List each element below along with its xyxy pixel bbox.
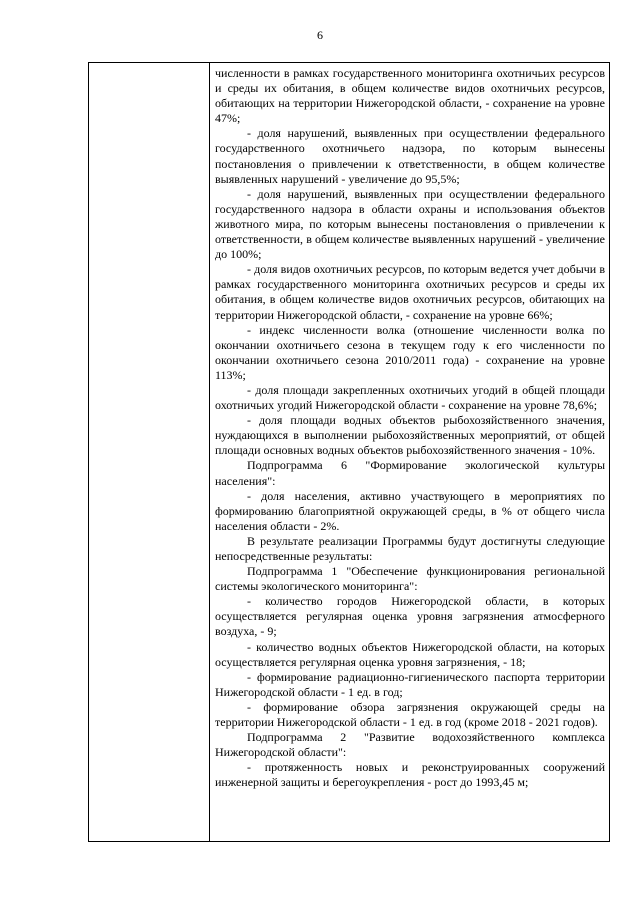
list-item: - формирование радиационно-гигиенического паспорта территории Нижегородской области - 1 ед. в год; — [215, 669, 605, 699]
list-item: - доля площади закрепленных охотничьих угодий в общей площади охотничьих угодий Нижегородской области - сохранение на уровне 78,6%; — [215, 382, 605, 413]
list-item: - количество городов Нижегородской области, в которых осуществляется регулярная оценка уровня загрязнения атмосферного воздуха, - 9; — [215, 594, 605, 639]
table-left-cell — [89, 63, 210, 841]
page-number: 6 — [317, 28, 323, 42]
table-right-cell — [210, 63, 609, 841]
list-item: - доля нарушений, выявленных при осуществлении федерального государственного надзора в области охраны и использования объектов животного мира, по которым вынесены постановления о привлечении к ответственности, в общем количестве выявленных нарушений - увеличение до 100%; — [215, 186, 605, 262]
list-item: - протяженность новых и реконструированных сооружений инженерной защиты и берегоукрепления - рост до 1993,45 м; — [215, 760, 605, 790]
list-item: - доля видов охотничьих ресурсов, по которым ведется учет добычи в рамках государственного мониторинга охотничьих ресурсов и среды их обитания, в общем количестве видов охотничьих ресурсов, обитающих на территории Нижегородской области, - сохранение на уровне 66%; — [215, 262, 605, 322]
list-item: - доля нарушений, выявленных при осуществлении федерального государственного охотничьего надзора, по которым вынесены постановления о привлечении к ответственности, в общем количестве выявленных нарушений - увеличение до 95,5%; — [215, 126, 605, 186]
list-item: - индекс численности волка (отношение численности волка по окончании охотничьего сезона в текущем году к его численности по окончании охотничьего сезона 2010/2011 года) - сохранение на уровне 113%; — [215, 322, 605, 382]
list-item: - количество водных объектов Нижегородской области, на которых осуществляется регулярная оценка уровня загрязнения, - 18; — [215, 639, 605, 669]
list-item: - формирование обзора загрязнения окружающей среды на территории Нижегородской области - 1 ед. в год (кроме 2018 - 2021 годов). — [215, 699, 605, 730]
list-item: - доля населения, активно участвующего в мероприятиях по формированию благоприятной окружающей среды, в % от общего числа населения области - 2%. — [215, 488, 605, 533]
subprogram-heading: Подпрограмма 6 "Формирование экологической культуры населения": — [215, 458, 605, 488]
paragraph: численности в рамках государственного мониторинга охотничьих ресурсов и среды их обитания, в общем количестве видов охотничьих ресурсов, обитающих на территории Нижегородской области, - сохранение на уровне 47%; — [215, 66, 605, 126]
paragraph: В результате реализации Программы будут достигнуты следующие непосредственные результаты: — [215, 533, 605, 563]
list-item: - доля площади водных объектов рыбохозяйственного значения, нуждающихся в выполнении рыбохозяйственных мероприятий, от общей площади основных водных объектов рыбохозяйственного значения - 10%. — [215, 413, 605, 458]
document-table — [88, 62, 610, 842]
subprogram-heading: Подпрограмма 1 "Обеспечение функционирования региональной системы экологического мониторинга": — [215, 564, 605, 594]
subprogram-heading: Подпрограмма 2 "Развитие водохозяйственного комплекса Нижегородской области": — [215, 730, 605, 760]
